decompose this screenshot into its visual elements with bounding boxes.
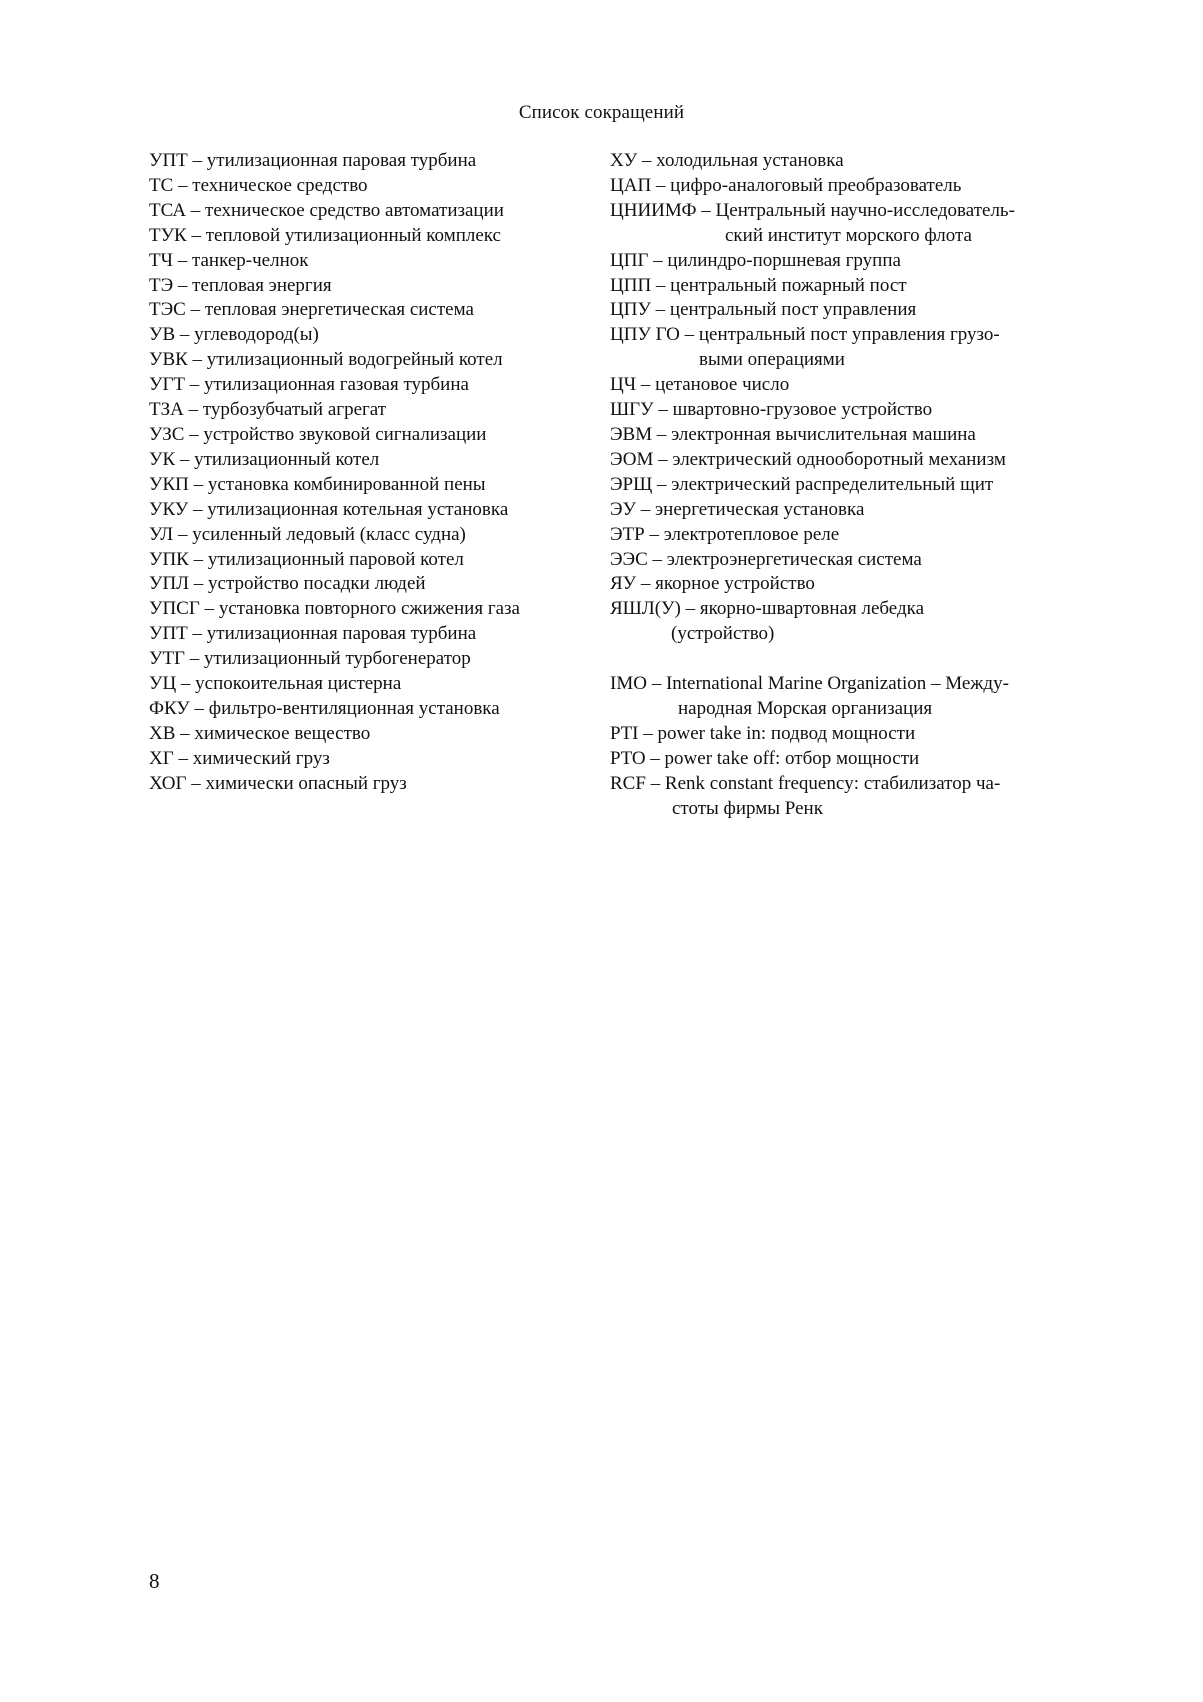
page-number: 8 [149, 1569, 160, 1593]
abbreviation-entry: ЭВМ – электронная вычислительная машина [610, 423, 976, 445]
abbreviation-entry: УК – утилизационный котел [149, 448, 380, 470]
abbreviation-entry: IMO – International Marine Organization – Между- [610, 673, 1009, 695]
abbreviation-entry: УПСГ – установка повторного сжижения газа [149, 598, 520, 620]
abbreviation-entry: ЭТР – электротепловое реле [610, 523, 840, 545]
abbreviation-entry: ТЧ – танкер-челнок [149, 249, 309, 271]
abbreviation-entry: ЦЧ – цетановое число [610, 374, 790, 396]
abbreviation-entry: УПЛ – устройство посадки людей [149, 573, 426, 595]
abbreviation-entry: ТУК – тепловой утилизационный комплекс [149, 224, 501, 246]
abbreviation-entry: PTO – power take off: отбор мощности [610, 747, 920, 769]
abbreviation-entry: PTI – power take in: подвод мощности [610, 722, 916, 744]
abbreviation-entry: ХГ – химический груз [149, 747, 330, 769]
abbreviation-entry: ХОГ – химически опасный груз [149, 772, 407, 794]
abbreviation-entry: RCF – Renk constant frequency: стабилизатор ча- [610, 772, 1001, 794]
abbreviation-list-left [149, 149, 594, 797]
section-gap [610, 647, 1080, 672]
abbreviation-entry: УКП – установка комбинированной пены [149, 473, 486, 495]
abbreviation-entry: ЯУ – якорное устройство [610, 573, 815, 595]
abbreviation-entry-continuation: ский институт морского флота [725, 224, 972, 246]
abbreviation-entry: ТЭС – тепловая энергетическая система [149, 299, 474, 321]
abbreviation-list-right [610, 149, 1080, 821]
abbreviation-entry: УПТ – утилизационная паровая турбина [149, 150, 477, 171]
abbreviation-entry: ТЭ – тепловая энергия [149, 274, 332, 296]
abbreviation-entry: УКУ – утилизационная котельная установка [149, 498, 509, 520]
abbreviation-entry: ЦНИИМФ – Центральный научно-исследователь- [610, 199, 1015, 221]
abbreviation-entry: УПТ – утилизационная паровая турбина [149, 623, 477, 645]
abbreviation-entry: УГТ – утилизационная газовая турбина [149, 374, 469, 396]
abbreviation-entry: ЭЭС – электроэнергетическая система [610, 548, 922, 570]
abbreviation-entry: УВК – утилизационный водогрейный котел [149, 349, 503, 371]
abbreviation-entry: ЭУ – энергетическая установка [610, 498, 865, 520]
abbreviation-entry-continuation: народная Морская организация [678, 697, 933, 719]
abbreviation-entry: ШГУ – швартовно-грузовое устройство [610, 399, 933, 421]
abbreviation-entry: УВ – углеводород(ы) [149, 324, 319, 346]
abbreviation-entry: ХУ – холодильная установка [610, 150, 844, 171]
abbreviation-entry: ФКУ – фильтро-вентиляционная установка [149, 697, 500, 719]
abbreviation-entry: ЭОМ – электрический однооборотный механизм [610, 448, 1006, 470]
abbreviation-entry: ЯШЛ(У) – якорно-швартовная лебедка [610, 598, 925, 620]
abbreviation-entry: ЦПУ ГО – центральный пост управления грузо- [610, 324, 1000, 346]
abbreviation-entry: ТЗА – турбозубчатый агрегат [149, 399, 387, 421]
abbreviation-entry: УЗС – устройство звуковой сигнализации [149, 423, 487, 445]
abbreviation-entry: ХВ – химическое вещество [149, 722, 371, 744]
abbreviation-entry: ТСА – техническое средство автоматизации [149, 199, 504, 221]
abbreviation-entry: ЦПП – центральный пожарный пост [610, 274, 907, 296]
abbreviation-entry: ЦПГ – цилиндро-поршневая группа [610, 249, 901, 271]
abbreviation-entry: УЦ – успокоительная цистерна [149, 673, 402, 695]
abbreviation-entry: УЛ – усиленный ледовый (класс судна) [149, 523, 466, 545]
page-title: Список сокращений [518, 102, 685, 123]
abbreviation-entry: УПК – утилизационный паровой котел [149, 548, 464, 570]
abbreviation-entry-continuation: (устройство) [671, 623, 775, 645]
abbreviation-entry: ЭРЩ – электрический распределительный щит [610, 473, 994, 495]
abbreviation-entry: УТГ – утилизационный турбогенератор [149, 648, 471, 670]
abbreviation-entry: ТС – техническое средство [149, 174, 368, 196]
abbreviation-entry: ЦАП – цифро-аналоговый преобразователь [610, 174, 962, 196]
abbreviation-entry: ЦПУ – центральный пост управления [610, 299, 917, 321]
abbreviation-entry-continuation: выми операциями [699, 349, 845, 371]
abbreviation-entry-continuation: стоты фирмы Ренк [672, 797, 823, 819]
